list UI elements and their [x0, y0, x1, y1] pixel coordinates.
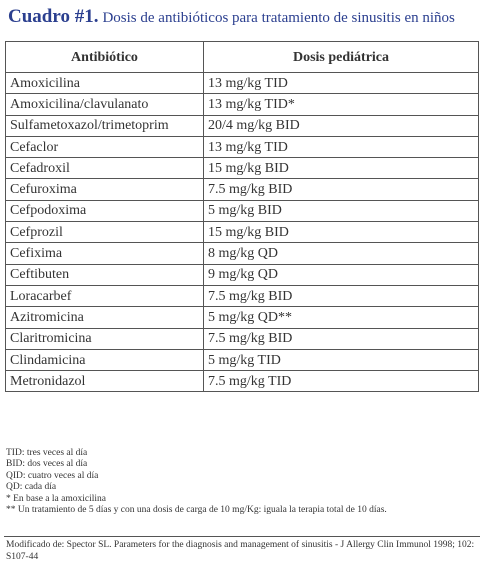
caption-text: Dosis de antibióticos para tratamiento de sinusitis en niños	[102, 10, 455, 26]
drug-name: Amoxicilina	[6, 73, 204, 94]
table-row	[6, 349, 479, 370]
drug-name: Cefixima	[6, 243, 204, 264]
note-bid: BID: dos veces al día	[6, 459, 88, 470]
table-row	[6, 158, 479, 179]
table-row	[6, 94, 479, 115]
divider	[4, 536, 480, 537]
table-caption	[8, 6, 455, 28]
drug-name: Claritromicina	[6, 328, 204, 349]
drug-name: Azitromicina	[6, 307, 204, 328]
note-double-asterisk: ** Un tratamiento de 5 días y con una dosis de carga de 10 mg/Kg: iguala la terapia total de 10 días.	[6, 505, 387, 516]
note-qid: QID: cuatro veces al día	[6, 470, 99, 481]
antibiotic-dose-table	[5, 41, 479, 392]
drug-name: Sulfametoxazol/trimetoprim	[6, 115, 204, 136]
table-row	[6, 200, 479, 221]
drug-dose: 9 mg/kg QD	[204, 264, 479, 285]
drug-dose: 5 mg/kg TID	[204, 349, 479, 370]
drug-name: Loracarbef	[6, 285, 204, 306]
drug-name: Cefadroxil	[6, 158, 204, 179]
note-asterisk: * En base a la amoxicilina	[6, 493, 106, 504]
caption-number: Cuadro #1.	[8, 6, 99, 27]
header-dose: Dosis pediátrica	[204, 42, 479, 73]
drug-name: Ceftibuten	[6, 264, 204, 285]
drug-name: Cefaclor	[6, 136, 204, 157]
table-header-row	[6, 42, 479, 73]
table-row	[6, 115, 479, 136]
table-row	[6, 73, 479, 94]
drug-dose: 13 mg/kg TID	[204, 73, 479, 94]
drug-dose: 15 mg/kg BID	[204, 158, 479, 179]
header-antibiotic: Antibiótico	[6, 42, 204, 73]
drug-dose: 15 mg/kg BID	[204, 222, 479, 243]
note-qd: QD: cada día	[6, 482, 57, 493]
source-citation: Modificado de: Spector SL. Parameters for the diagnosis and management of sinusitis - J Allergy Clin Immunol 1998; 102: S107-44	[6, 540, 475, 562]
drug-dose: 7.5 mg/kg BID	[204, 179, 479, 200]
table-row	[6, 179, 479, 200]
drug-dose: 5 mg/kg QD**	[204, 307, 479, 328]
drug-dose: 7.5 mg/kg BID	[204, 328, 479, 349]
drug-dose: 7.5 mg/kg BID	[204, 285, 479, 306]
note-tid: TID: tres veces al día	[6, 448, 88, 458]
drug-name: Amoxicilina/clavulanato	[6, 94, 204, 115]
table-row	[6, 328, 479, 349]
table-row	[6, 243, 479, 264]
table-row	[6, 285, 479, 306]
drug-name: Clindamicina	[6, 349, 204, 370]
drug-dose: 7.5 mg/kg TID	[204, 371, 479, 392]
drug-dose: 13 mg/kg TID*	[204, 94, 479, 115]
drug-dose: 20/4 mg/kg BID	[204, 115, 479, 136]
drug-dose: 13 mg/kg TID	[204, 136, 479, 157]
drug-dose: 8 mg/kg QD	[204, 243, 479, 264]
abbreviation-notes	[6, 448, 387, 516]
drug-name: Metronidazol	[6, 371, 204, 392]
drug-dose: 5 mg/kg BID	[204, 200, 479, 221]
table-row	[6, 371, 479, 392]
drug-name: Cefpodoxima	[6, 200, 204, 221]
drug-name: Cefprozil	[6, 222, 204, 243]
table-row	[6, 136, 479, 157]
drug-name: Cefuroxima	[6, 179, 204, 200]
table-row	[6, 222, 479, 243]
table-row	[6, 307, 479, 328]
table-row	[6, 264, 479, 285]
